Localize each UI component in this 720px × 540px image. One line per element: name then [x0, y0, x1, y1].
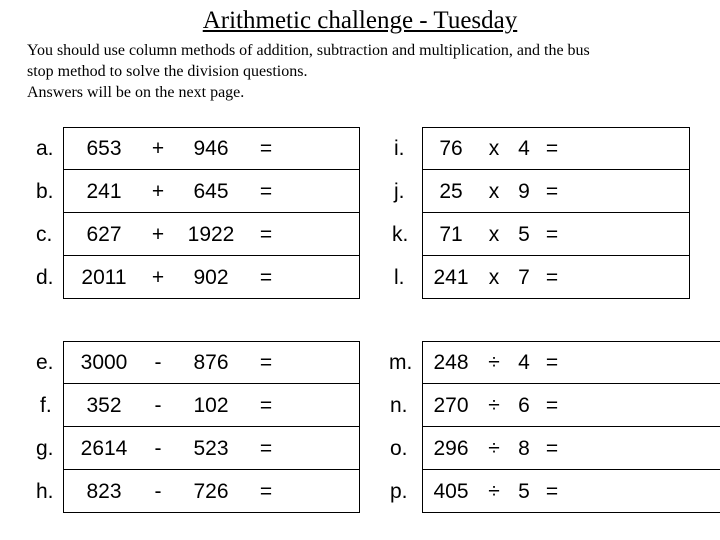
question-b: [0, 170, 360, 213]
question-equals: =: [259, 180, 273, 203]
question-operand-1: 241: [86, 180, 122, 203]
question-c: [0, 213, 360, 256]
question-operand-2: 5: [518, 480, 530, 503]
question-operator: +: [151, 223, 165, 246]
question-operator: -: [154, 351, 162, 374]
question-equals: =: [259, 351, 273, 374]
question-label: b.: [36, 180, 54, 203]
question-operand-2: 902: [193, 266, 229, 289]
question-operand-2: 5: [518, 223, 530, 246]
question-equals: =: [259, 266, 273, 289]
question-operand-1: 76: [439, 137, 463, 160]
question-label: k.: [392, 223, 409, 246]
question-i: [360, 127, 720, 170]
question-equals: =: [545, 223, 559, 246]
question-label: l.: [394, 266, 405, 289]
question-label: j.: [394, 180, 405, 203]
question-label: a.: [36, 137, 54, 160]
question-h: [0, 470, 360, 513]
question-label: i.: [394, 137, 405, 160]
question-equals: =: [259, 480, 273, 503]
question-p: [360, 470, 720, 513]
question-operand-2: 4: [518, 351, 530, 374]
question-equals: =: [259, 223, 273, 246]
question-label: g.: [36, 437, 54, 460]
question-operand-2: 9: [518, 180, 530, 203]
question-equals: =: [259, 137, 273, 160]
question-label: e.: [36, 351, 54, 374]
page-title: Arithmetic challenge - Tuesday: [202, 7, 518, 34]
question-operator: ÷: [488, 480, 500, 503]
question-operand-2: 102: [193, 394, 229, 417]
question-operand-2: 7: [518, 266, 530, 289]
question-operator: ÷: [488, 394, 500, 417]
question-l: [360, 256, 720, 299]
question-operator: -: [154, 480, 162, 503]
question-j: [360, 170, 720, 213]
question-operand-1: 296: [433, 437, 469, 460]
question-equals: =: [545, 351, 559, 374]
question-equals: =: [545, 394, 559, 417]
instructions-line: You should use column methods of addition, subtraction and multiplication, and the bus: [27, 42, 590, 59]
question-equals: =: [545, 266, 559, 289]
question-label: h.: [36, 480, 54, 503]
question-a: [0, 127, 360, 170]
question-operator: +: [151, 266, 165, 289]
question-operand-1: 352: [86, 394, 122, 417]
question-operator: x: [488, 223, 500, 246]
question-operand-2: 523: [193, 437, 229, 460]
question-operand-2: 645: [193, 180, 229, 203]
question-label: n.: [390, 394, 408, 417]
question-operand-1: 3000: [80, 351, 128, 374]
question-operator: +: [151, 180, 165, 203]
question-operator: x: [488, 137, 500, 160]
question-operator: ÷: [488, 351, 500, 374]
question-g: [0, 427, 360, 470]
question-operand-2: 1922: [187, 223, 235, 246]
question-operand-1: 823: [86, 480, 122, 503]
question-operand-2: 8: [518, 437, 530, 460]
question-operand-2: 876: [193, 351, 229, 374]
question-operand-2: 726: [193, 480, 229, 503]
question-operator: x: [488, 180, 500, 203]
question-label: o.: [390, 437, 408, 460]
instructions: [27, 40, 707, 103]
question-equals: =: [545, 480, 559, 503]
question-label: d.: [36, 266, 54, 289]
question-operand-1: 25: [439, 180, 463, 203]
question-label: m.: [389, 351, 413, 374]
question-operand-1: 405: [433, 480, 469, 503]
question-operator: +: [151, 137, 165, 160]
question-e: [0, 341, 360, 384]
question-operand-1: 248: [433, 351, 469, 374]
question-operand-1: 627: [86, 223, 122, 246]
question-equals: =: [545, 137, 559, 160]
question-operator: -: [154, 394, 162, 417]
question-operand-1: 2011: [81, 266, 127, 289]
instructions-line: Answers will be on the next page.: [27, 84, 245, 101]
question-k: [360, 213, 720, 256]
question-operator: x: [488, 266, 500, 289]
question-d: [0, 256, 360, 299]
question-n: [360, 384, 720, 427]
question-operand-1: 270: [433, 394, 469, 417]
instructions-line: stop method to solve the division questions.: [27, 63, 308, 80]
question-equals: =: [259, 394, 273, 417]
question-label: c.: [36, 223, 53, 246]
question-operator: ÷: [488, 437, 500, 460]
question-operand-2: 6: [518, 394, 530, 417]
question-operand-1: 2614: [80, 437, 128, 460]
question-operator: -: [154, 437, 162, 460]
question-m: [360, 341, 720, 384]
question-o: [360, 427, 720, 470]
question-operand-1: 71: [439, 223, 463, 246]
question-operand-1: 241: [433, 266, 469, 289]
question-equals: =: [545, 437, 559, 460]
question-operand-2: 946: [193, 137, 229, 160]
question-operand-2: 4: [518, 137, 530, 160]
question-f: [0, 384, 360, 427]
question-operand-1: 653: [86, 137, 122, 160]
question-equals: =: [545, 180, 559, 203]
question-label: f.: [40, 394, 52, 417]
question-label: p.: [390, 480, 408, 503]
question-equals: =: [259, 437, 273, 460]
